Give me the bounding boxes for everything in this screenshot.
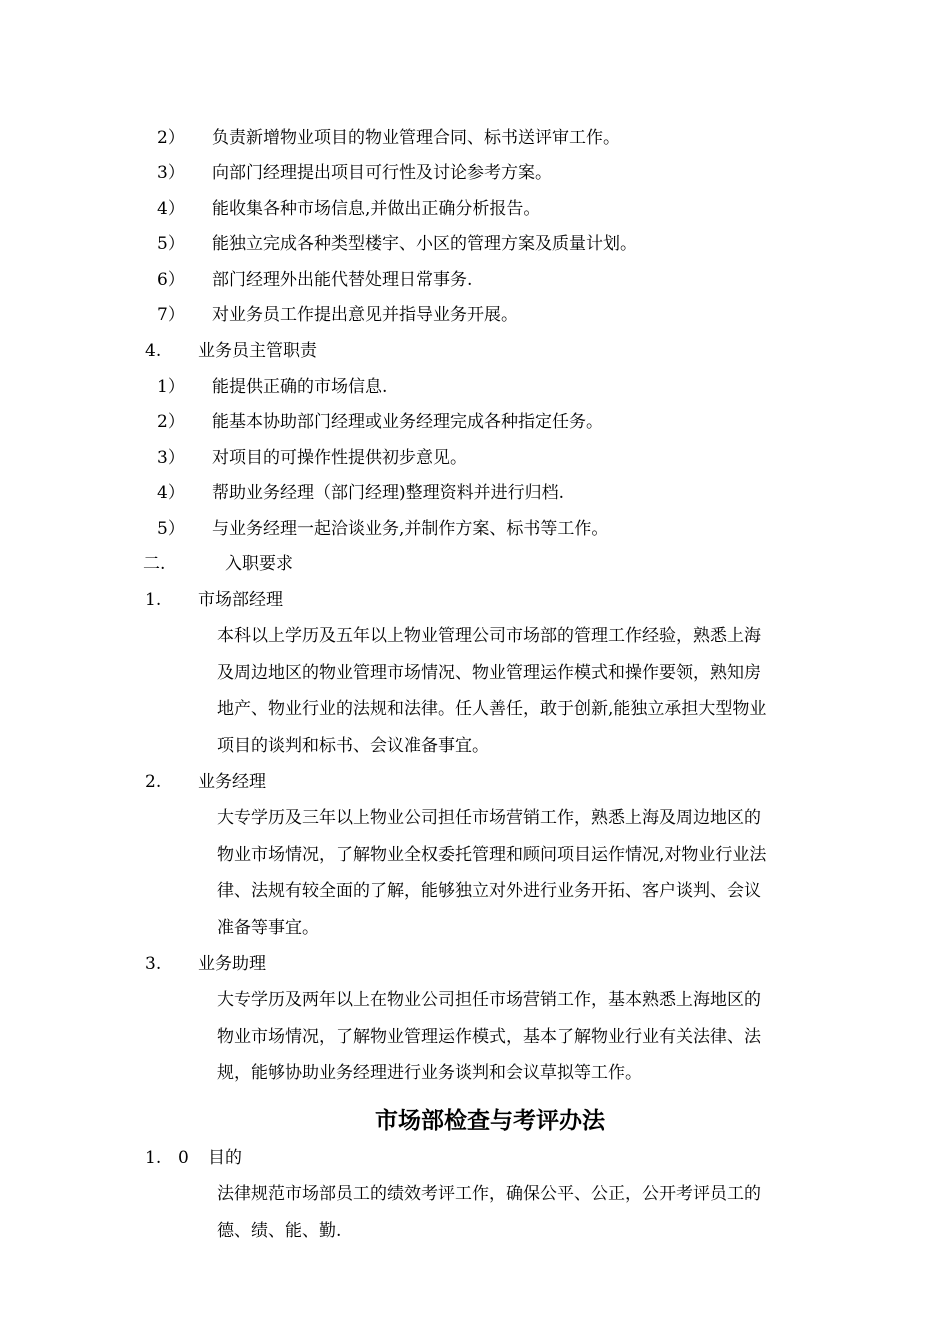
- role-title: 市场部经理: [198, 590, 283, 610]
- role-number: 1.: [145, 590, 162, 610]
- item-text: 向部门经理提出项目可行性及讨论参考方案。: [212, 163, 552, 183]
- paragraph-line: 大专学历及三年以上物业公司担任市场营销工作，熟悉上海及周边地区的: [217, 808, 761, 828]
- item-number: 4）: [157, 483, 185, 503]
- role-number: 2.: [145, 772, 162, 792]
- role-description: [217, 982, 833, 1092]
- item-text: 能基本协助部门经理或业务经理完成各种指定任务。: [212, 412, 603, 432]
- item-number: 4）: [157, 199, 185, 219]
- paragraph-line: 德、绩、能、勤.: [217, 1220, 342, 1241]
- item-number: 7）: [157, 305, 185, 325]
- section-number: 1.: [145, 1148, 162, 1168]
- item-text: 对项目的可操作性提供初步意见。: [212, 448, 467, 468]
- item-text: 帮助业务经理（部门经理)整理资料并进行归档.: [212, 483, 565, 503]
- part-number: 二.: [143, 554, 166, 574]
- paragraph-line: 地产、物业行业的法规和法律。任人善任，敢于创新,能独立承担大型物业: [217, 699, 767, 719]
- role-title: 业务经理: [198, 772, 266, 792]
- section-title: 业务员主管职责: [198, 341, 317, 361]
- paragraph-line: 法律规范市场部员工的绩效考评工作，确保公平、公正，公开考评员工的: [217, 1184, 761, 1204]
- item-text: 能独立完成各种类型楼宇、小区的管理方案及质量计划。: [212, 234, 637, 254]
- role-description: [217, 618, 833, 764]
- paragraph-line: 物业市场情况，了解物业管理运作模式，基本了解物业行业有关法律、法: [217, 1026, 761, 1047]
- item-text: 能收集各种市场信息,并做出正确分析报告。: [212, 199, 541, 219]
- part-title: 入职要求: [225, 554, 293, 574]
- paragraph-line: 项目的谈判和标书、会议准备事宜。: [217, 735, 489, 756]
- role-title: 业务助理: [198, 954, 266, 974]
- document-title: 市场部检查与考评办法: [375, 1107, 605, 1134]
- paragraph-line: 及周边地区的物业管理市场情况、物业管理运作模式和操作要领，熟知房: [217, 662, 761, 683]
- item-number: 6）: [157, 270, 185, 290]
- item-number: 5）: [157, 519, 185, 539]
- paragraph-line: 大专学历及两年以上在物业公司担任市场营销工作，基本熟悉上海地区的: [217, 990, 761, 1010]
- item-number: 3）: [157, 163, 185, 183]
- paragraph-line: 物业市场情况，了解物业全权委托管理和顾问项目运作情况,对物业行业法: [217, 844, 767, 865]
- item-number: 3）: [157, 448, 185, 468]
- item-number: 5）: [157, 234, 185, 254]
- item-number: 2）: [157, 412, 185, 432]
- role-description: [217, 800, 833, 946]
- section-title: 目的: [208, 1148, 242, 1168]
- section-number: 4.: [145, 341, 162, 361]
- item-text: 与业务经理一起洽谈业务,并制作方案、标书等工作。: [212, 519, 609, 539]
- role-number: 3.: [145, 954, 162, 974]
- item-text: 能提供正确的市场信息.: [212, 377, 388, 397]
- item-text: 负责新增物业项目的物业管理合同、标书送评审工作。: [212, 128, 620, 148]
- section-number-decimal: 0: [178, 1148, 189, 1168]
- paragraph-line: 本科以上学历及五年以上物业管理公司市场部的管理工作经验，熟悉上海: [217, 626, 761, 646]
- paragraph-line: 律、法规有较全面的了解，能够独立对外进行业务开拓、客户谈判、会议: [217, 881, 761, 901]
- item-number: 2）: [157, 128, 185, 148]
- item-text: 部门经理外出能代替处理日常事务.: [212, 270, 473, 290]
- item-number: 1）: [157, 377, 185, 397]
- purpose-text: [217, 1176, 833, 1249]
- item-text: 对业务员工作提出意见并指导业务开展。: [212, 305, 518, 325]
- paragraph-line: 规，能够协助业务经理进行业务谈判和会议草拟等工作。: [217, 1063, 642, 1083]
- paragraph-line: 准备等事宜。: [217, 917, 319, 938]
